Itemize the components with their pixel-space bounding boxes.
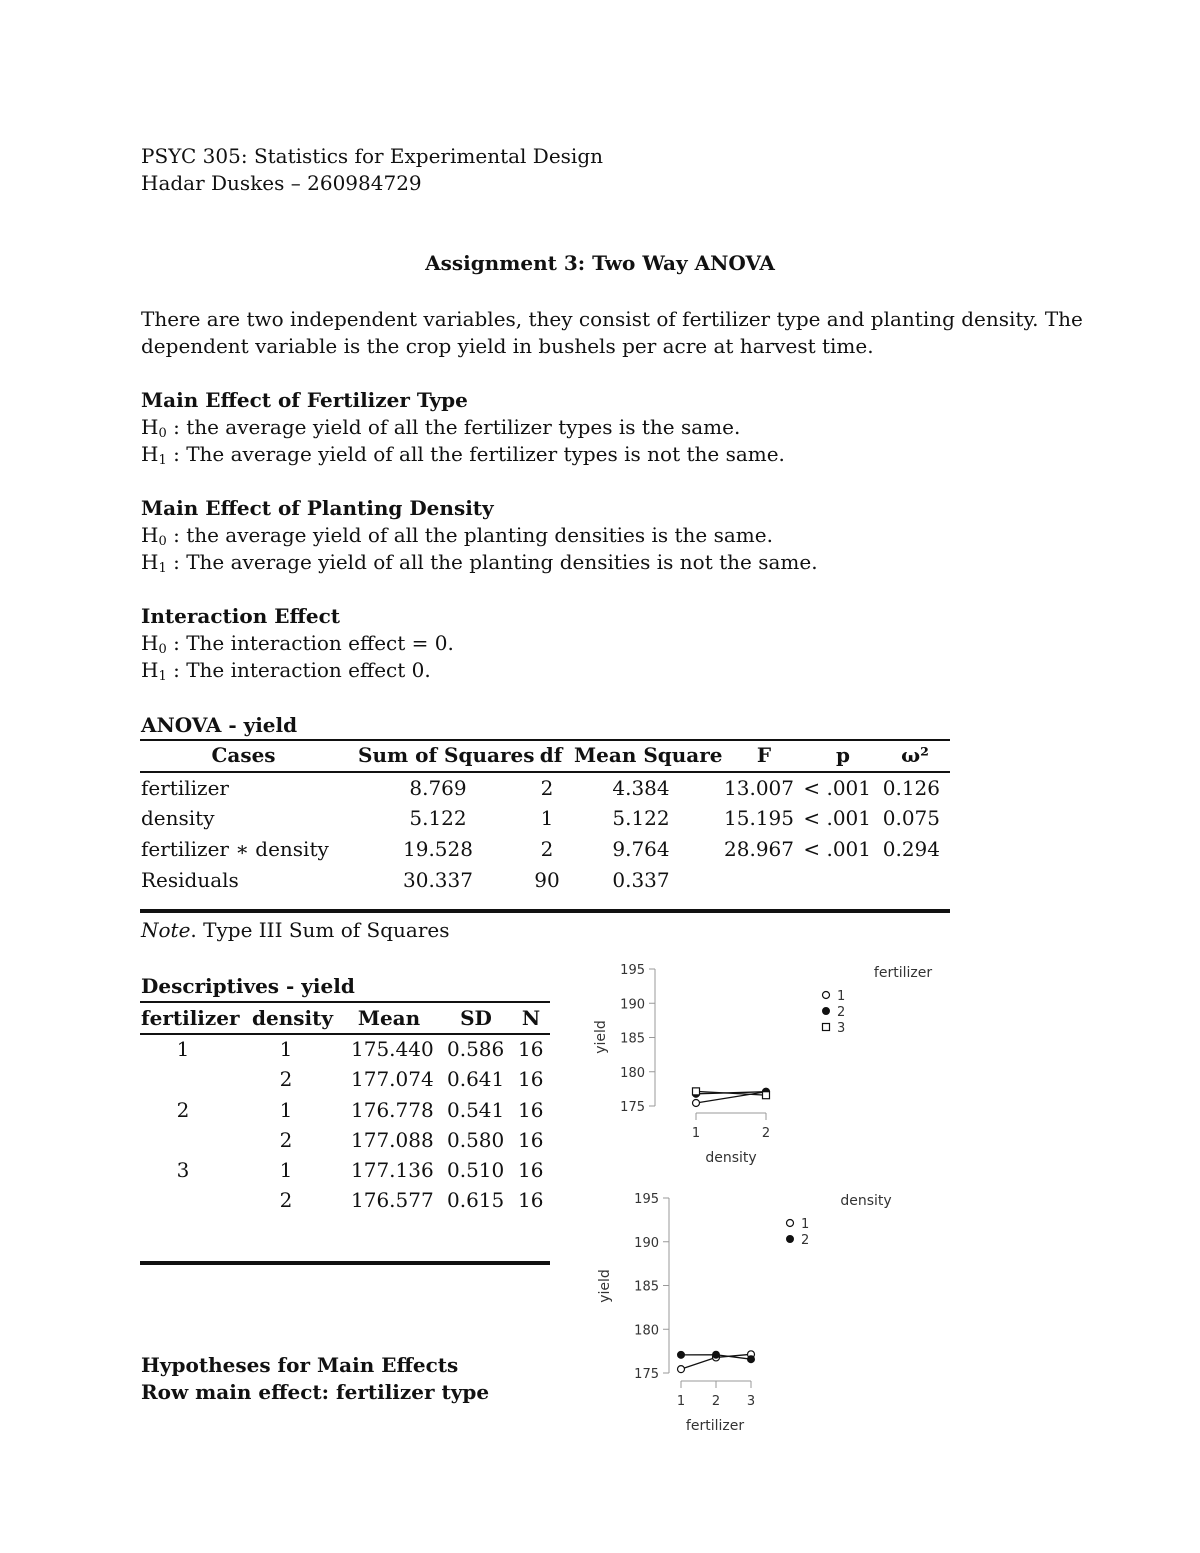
desc-header-n: N [521, 1006, 541, 1030]
descriptives-header-rule [140, 1033, 550, 1035]
y-tick-label: 180 [634, 1323, 659, 1339]
anova-title: ANOVA - yield [141, 713, 298, 737]
legend-label-2: 2 [801, 1233, 810, 1248]
anova-top-rule [140, 739, 950, 741]
anova-header-f: F [756, 743, 772, 767]
y-tick-label: 190 [634, 1235, 659, 1251]
anova-header-df: df [539, 743, 563, 767]
y-tick-label: 175 [634, 1367, 659, 1382]
data-point-series-2 [678, 1351, 685, 1358]
y-tick-label: 180 [620, 1065, 645, 1081]
x-tick-label: 3 [746, 1394, 756, 1409]
desc-cell-n: 16 [518, 1067, 544, 1091]
anova-cell-ss: 5.122 [409, 806, 467, 830]
desc-cell-fertilizer: 3 [176, 1158, 190, 1182]
legend-label-2: 2 [837, 1005, 846, 1020]
data-point-series-3 [693, 1088, 700, 1095]
intro-line-1: There are two independent variables, they consist of fertilizer type and planting density. The [141, 307, 1083, 331]
desc-cell-n: 16 [518, 1188, 544, 1212]
x-tick-label: 1 [676, 1394, 686, 1409]
desc-cell-mean: 175.440 [351, 1037, 434, 1061]
desc-header-sd: SD [460, 1006, 492, 1030]
anova-header-p: p [836, 743, 850, 767]
y-tick-label: 185 [634, 1279, 659, 1295]
desc-cell-n: 16 [518, 1098, 544, 1122]
assignment-title: Assignment 3: Two Way ANOVA [425, 251, 775, 275]
section-heading-fertilizer: Main Effect of Fertilizer Type [141, 388, 468, 412]
desc-cell-mean: 176.778 [351, 1098, 434, 1122]
hypothesis-h1-fertilizer: $H_1$ : The average yield of all the fertilizer types is not the same. [141, 442, 785, 468]
anova-cell-ms: 9.764 [612, 837, 670, 861]
desc-header-mean: Mean [357, 1006, 421, 1030]
desc-cell-density: 2 [279, 1188, 293, 1212]
desc-cell-sd: 0.586 [447, 1037, 505, 1061]
desc-cell-sd: 0.615 [447, 1188, 505, 1212]
y-tick-label: 185 [620, 1031, 645, 1047]
descriptives-top-rule [140, 1001, 550, 1003]
legend-marker-1 [787, 1220, 794, 1227]
descriptives-title: Descriptives - yield [141, 974, 355, 998]
anova-note: Note. Type III Sum of Squares [141, 918, 450, 942]
legend-label-1: 1 [837, 989, 846, 1004]
anova-cell-p: < .001 [803, 776, 871, 800]
y-tick-label: 195 [634, 1192, 659, 1207]
desc-header-density: density [252, 1006, 333, 1030]
chart1-series-lines [696, 1091, 766, 1103]
x-tick-label: 2 [711, 1394, 721, 1409]
anova-cell-f: 13.007 [724, 776, 794, 800]
chart2-legend [787, 1217, 810, 1248]
desc-cell-mean: 177.088 [351, 1128, 434, 1152]
chart2-y-axis-label: yield [597, 1269, 613, 1303]
desc-cell-fertilizer: 2 [176, 1098, 190, 1122]
hypothesis-h0-interaction: $H_0$ : The interaction effect = 0. [141, 631, 454, 657]
desc-cell-density: 2 [279, 1067, 293, 1091]
descriptives-bottom-rule [140, 1261, 550, 1265]
anova-cell-case: density [141, 806, 215, 830]
data-point-series-1 [693, 1099, 700, 1106]
desc-cell-density: 1 [279, 1098, 293, 1122]
desc-cell-sd: 0.541 [447, 1098, 505, 1122]
legend-marker-1 [823, 992, 830, 999]
desc-cell-mean: 177.136 [351, 1158, 434, 1182]
legend-marker-2 [823, 1008, 830, 1015]
section-heading-density: Main Effect of Planting Density [141, 496, 494, 520]
student-name: Hadar Duskes – 260984729 [141, 171, 422, 195]
x-tick-label: 1 [691, 1126, 701, 1141]
legend-marker-2 [787, 1236, 794, 1243]
chart1-axes [620, 963, 770, 1141]
anova-cell-omega: 0.126 [882, 776, 940, 800]
desc-cell-density: 2 [279, 1128, 293, 1152]
anova-cell-ms: 0.337 [612, 868, 670, 892]
desc-cell-sd: 0.580 [447, 1128, 505, 1152]
anova-cell-ss: 8.769 [409, 776, 467, 800]
anova-cell-case: fertilizer ∗ density [141, 837, 329, 861]
hypothesis-h0-fertilizer: $H_0$ : the average yield of all the fertilizer types is the same. [141, 415, 741, 441]
chart2-axes [634, 1192, 755, 1409]
legend-label-1: 1 [801, 1217, 810, 1232]
desc-cell-density: 1 [279, 1037, 293, 1061]
footer-heading: Hypotheses for Main Effects [141, 1353, 459, 1377]
anova-cell-df: 2 [540, 776, 554, 800]
anova-header-cases: Cases [211, 743, 276, 767]
anova-header-ss: Sum of Squares [358, 743, 535, 767]
anova-cell-omega: 0.075 [882, 806, 940, 830]
anova-cell-p: < .001 [803, 837, 871, 861]
anova-cell-f: 15.195 [724, 806, 794, 830]
anova-cell-df: 1 [540, 806, 554, 830]
desc-header-fertilizer: fertilizer [141, 1006, 240, 1030]
x-tick-label: 2 [761, 1126, 771, 1141]
hypothesis-h1-density: $H_1$ : The average yield of all the planting densities is not the same. [141, 550, 818, 576]
chart-yield-by-fertilizer [585, 1183, 945, 1433]
intro-line-2: dependent variable is the crop yield in bushels per acre at harvest time. [141, 334, 874, 358]
chart-yield-by-density [585, 955, 945, 1170]
anova-cell-p: < .001 [803, 806, 871, 830]
data-point-series-3 [763, 1092, 770, 1099]
legend-marker-3 [823, 1024, 830, 1031]
anova-cell-ms: 4.384 [612, 776, 670, 800]
anova-bottom-rule [140, 909, 950, 913]
y-tick-label: 195 [620, 963, 645, 978]
section-heading-interaction: Interaction Effect [141, 604, 341, 628]
chart1-legend [823, 989, 846, 1036]
desc-cell-sd: 0.510 [447, 1158, 505, 1182]
hypothesis-h1-interaction: $H_1$ : The interaction effect 0. [141, 658, 431, 684]
chart1-legend-title: fertilizer [873, 965, 933, 981]
footer-subheading: Row main effect: fertilizer type [141, 1380, 490, 1404]
anova-cell-ss: 30.337 [403, 868, 473, 892]
chart2-x-axis-label: fertilizer [685, 1418, 745, 1433]
desc-cell-mean: 177.074 [351, 1067, 434, 1091]
chart1-x-axis-label: density [705, 1150, 757, 1166]
desc-cell-n: 16 [518, 1128, 544, 1152]
anova-cell-df: 90 [534, 868, 560, 892]
anova-cell-case: Residuals [141, 868, 239, 892]
anova-header-omega: ω² [901, 743, 929, 767]
desc-cell-fertilizer: 1 [176, 1037, 190, 1061]
legend-label-3: 3 [837, 1021, 846, 1036]
chart2-points [678, 1351, 755, 1373]
anova-cell-omega: 0.294 [882, 837, 940, 861]
desc-cell-n: 16 [518, 1158, 544, 1182]
anova-header-rule [140, 771, 950, 773]
anova-cell-ms: 5.122 [612, 806, 670, 830]
desc-cell-density: 1 [279, 1158, 293, 1182]
anova-cell-ss: 19.528 [403, 837, 473, 861]
anova-cell-f: 28.967 [724, 837, 794, 861]
chart2-legend-title: density [840, 1193, 892, 1209]
course-title: PSYC 305: Statistics for Experimental Design [141, 144, 604, 168]
data-point-series-1 [678, 1366, 685, 1373]
desc-cell-n: 16 [518, 1037, 544, 1061]
chart1-y-axis-label: yield [593, 1020, 609, 1054]
y-tick-label: 175 [620, 1100, 645, 1115]
anova-cell-case: fertilizer [141, 776, 229, 800]
data-point-series-2 [748, 1356, 755, 1363]
anova-header-ms: Mean Square [574, 743, 723, 767]
anova-cell-df: 2 [540, 837, 554, 861]
data-point-series-2 [713, 1351, 720, 1358]
hypothesis-h0-density: $H_0$ : the average yield of all the planting densities is the same. [141, 523, 773, 549]
y-tick-label: 190 [620, 997, 645, 1013]
desc-cell-mean: 176.577 [351, 1188, 434, 1212]
desc-cell-sd: 0.641 [447, 1067, 505, 1091]
